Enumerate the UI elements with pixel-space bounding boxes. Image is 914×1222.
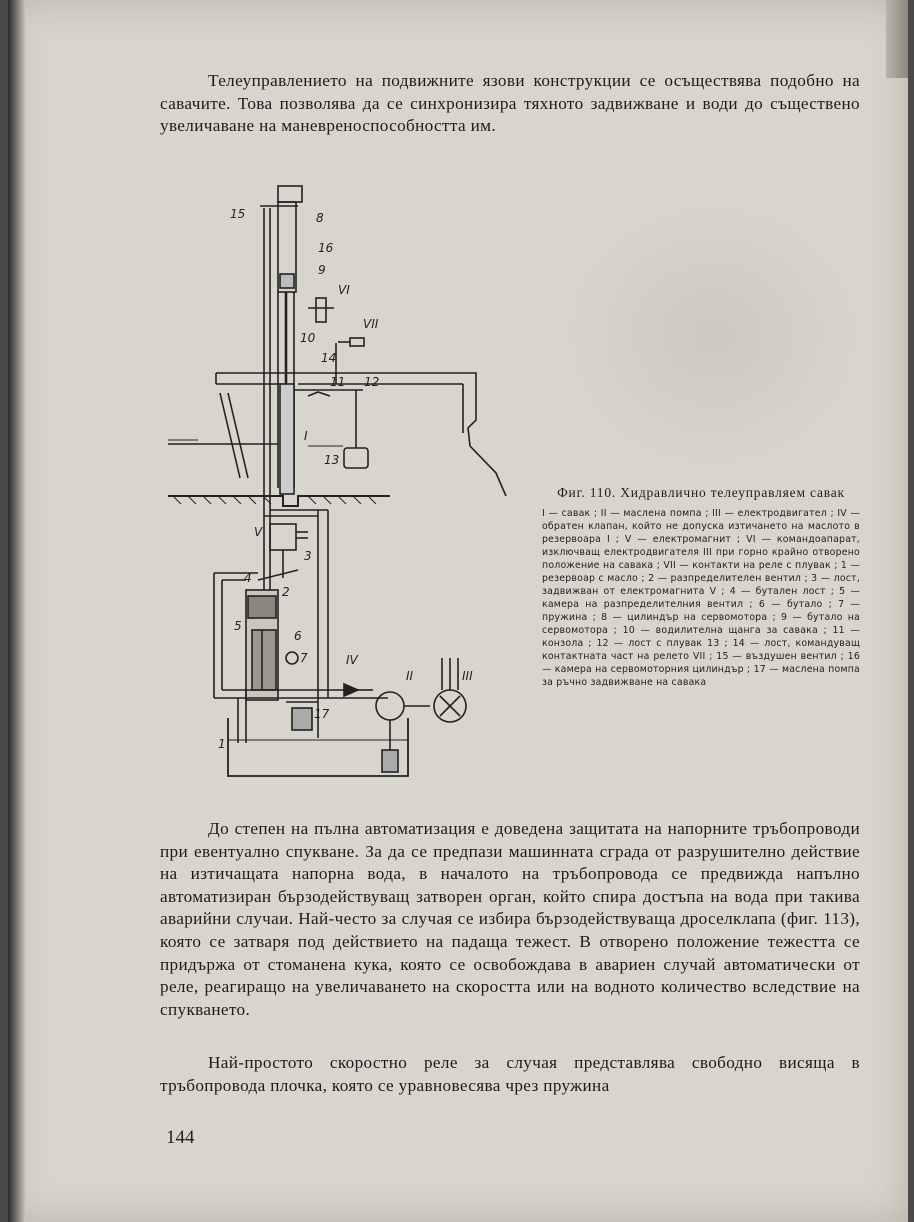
callout-III: III	[462, 669, 473, 683]
oil-pump	[376, 692, 404, 720]
callout-II: II	[406, 669, 414, 683]
callout-9: 9	[318, 263, 326, 277]
callout-14: 14	[321, 351, 337, 365]
callout-7: 7	[300, 651, 308, 665]
figure-caption	[542, 484, 860, 689]
cylinder-head	[278, 186, 302, 202]
callout-3: 3	[304, 549, 312, 563]
callout-6: 6	[294, 629, 302, 643]
callout-1: 1	[218, 737, 226, 751]
caption-title: Фиг. 110. Хидравлично телеуправляем савак	[557, 485, 845, 500]
protection-paragraph: До степен на пълна автоматизация е доведена защитата на напорните тръбопроводи при евентуално спукване. За да се предпази машинната сграда от разрушително действие на изтичащата напорна вода, в началото на тръбопровода се предвижда напълно автоматизиран бързодействуващ затворен орган, който спира достъпа на вода при такива аварийни случаи. Най-често за случая се избира бързодействуваща дроселклапа (фиг. 113), която се затваря под действието на падаща тежест. В отворено положение тежестта се придържа от стоманена кука, която се освобождава в авариен случай автоматически от реле, реагиращо на увеличаването на скоростта или на водното количество вследствие на спукването.	[160, 819, 860, 1019]
callout-16: 16	[318, 241, 334, 255]
page-corner	[886, 0, 908, 78]
relay-paragraph: Най-простото скоростно реле за случая представлява свободно висяща в тръбопровода плочка, която се уравновесява чрез пружина	[160, 1053, 860, 1095]
book-page	[8, 0, 908, 1222]
callout-2: 2	[282, 585, 290, 599]
page-number: 144	[166, 1127, 195, 1148]
callout-17: 17	[314, 707, 330, 721]
float	[344, 448, 368, 468]
binding-edge	[8, 0, 26, 1222]
callout-12: 12	[364, 375, 380, 389]
callout-10: 10	[300, 331, 316, 345]
callout-13: 13	[324, 453, 340, 467]
callout-8: 8	[316, 211, 324, 225]
callout-15: 15	[230, 207, 246, 221]
callout-11: 11	[330, 375, 346, 389]
bleed-through-shadow	[563, 200, 863, 470]
gate	[280, 384, 294, 494]
callout-4: 4	[244, 571, 252, 585]
figure-110-diagram	[158, 178, 548, 788]
hydraulic-sluice-diagram	[158, 178, 548, 788]
callout-VII: VII	[363, 317, 379, 331]
callout-VI: VI	[338, 283, 350, 297]
caption-legend: I — савак ; II — маслена помпа ; III — електродвигател ; IV — обратен клапан, който не допуска изтичането на маслото в резервоара I ; V — електромагнит ; VI — командоапарат, изключващ електродвигателя III при горно крайно отворено положение на савака ; VII — контакти на реле с плувак ; 1 — резервоар с масло ; 2 — разпределителен вентил ; 3 — лост, задвижван от електромагнита V ; 4 — бутален лост ; 5 — камера на разпределителния вентил ; 6 — бутало ; 7 — пружина ; 8 — цилиндър на сервомотора ; 9 — бутало на сервомотора ; 10 — водилителна щанга за савака ; 11 — конзола ; 12 — лост с плувак 13 ; 14 — лост, командуващ контактната част на релето VII ; 15 — въздушен вентил ; 16 — камера на сервомоторния цилиндър ; 17 — маслена помпа за ръчно задвижване на савака	[542, 508, 860, 688]
callout-IV: IV	[346, 653, 358, 667]
electromagnet	[270, 524, 296, 550]
intro-paragraph: Телеуправлението на подвижните язови конструкции се осъществява подобно на савачите. Това позволява да се синхронизира тяхното задвижване и води до съществено увеличаване на маневреноспособността им.	[160, 71, 860, 136]
callout-I: I	[304, 429, 308, 443]
callout-V: V	[254, 525, 263, 539]
callout-5: 5	[234, 619, 242, 633]
